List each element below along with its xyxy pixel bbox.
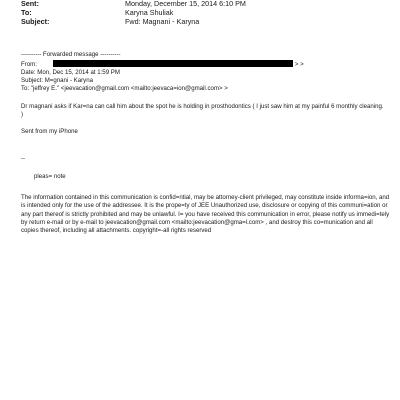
sent-row	[21, 0, 246, 8]
signature: Sent from my iPhone	[21, 128, 78, 135]
sent-label: Sent:	[21, 0, 39, 8]
redaction-bar	[53, 60, 293, 67]
separator: --	[21, 155, 26, 162]
disclaimer: The information contained in this communication is confid=ntial, may be attorney-client privileged, may constitute inside informa=ion, and is intended only for the use of the addressee. It is the prope=ty of JEE Unauthorized use, disclosure or copying of this communi=ation or any part thereof is strictly prohibited and may be unlawful. I= you have received this communication in error, please notify us immedi=tely by return e-mail or by e-mail to jeevacation@gmail.com <mailto:jeevacation@gma=l.com> , and destroy this co=munication and all copies thereof, including all attachments. copyright=-all rights reserved	[21, 194, 390, 235]
sent-value: Monday, December 15, 2014 6:10 PM	[125, 0, 246, 8]
forwarded-from-row	[21, 60, 304, 69]
forwarded-divider: ---------- Forwarded message ----------	[21, 51, 121, 58]
forwarded-from-label: From:	[21, 61, 37, 68]
subject-row	[21, 17, 199, 26]
subject-label: Subject:	[21, 17, 50, 26]
forwarded-to: To: "jeffrey E." <jeevacation@gmail.com <mailto:jeevaca=ion@gmail.com> >	[21, 85, 228, 92]
forwarded-date: Date: Mon, Dec 15, 2014 at 1:59 PM	[21, 69, 120, 76]
subject-value: Fwd: Magnani - Karyna	[125, 17, 200, 26]
to-value: Karyna Shuliak	[125, 8, 174, 17]
to-row	[21, 8, 173, 17]
forwarded-subject: Subject: M=gnani - Karyna	[21, 77, 93, 84]
forwarded-from-tail: > >	[294, 61, 304, 68]
message-body: Dr magnani asks if Kar=na can call him about the spot he is holding in prosthodontics ( I just saw him at my painful 6 monthly cleaning. )	[21, 103, 384, 119]
note-label: pleas= note	[34, 173, 66, 180]
to-label: To:	[21, 8, 32, 17]
